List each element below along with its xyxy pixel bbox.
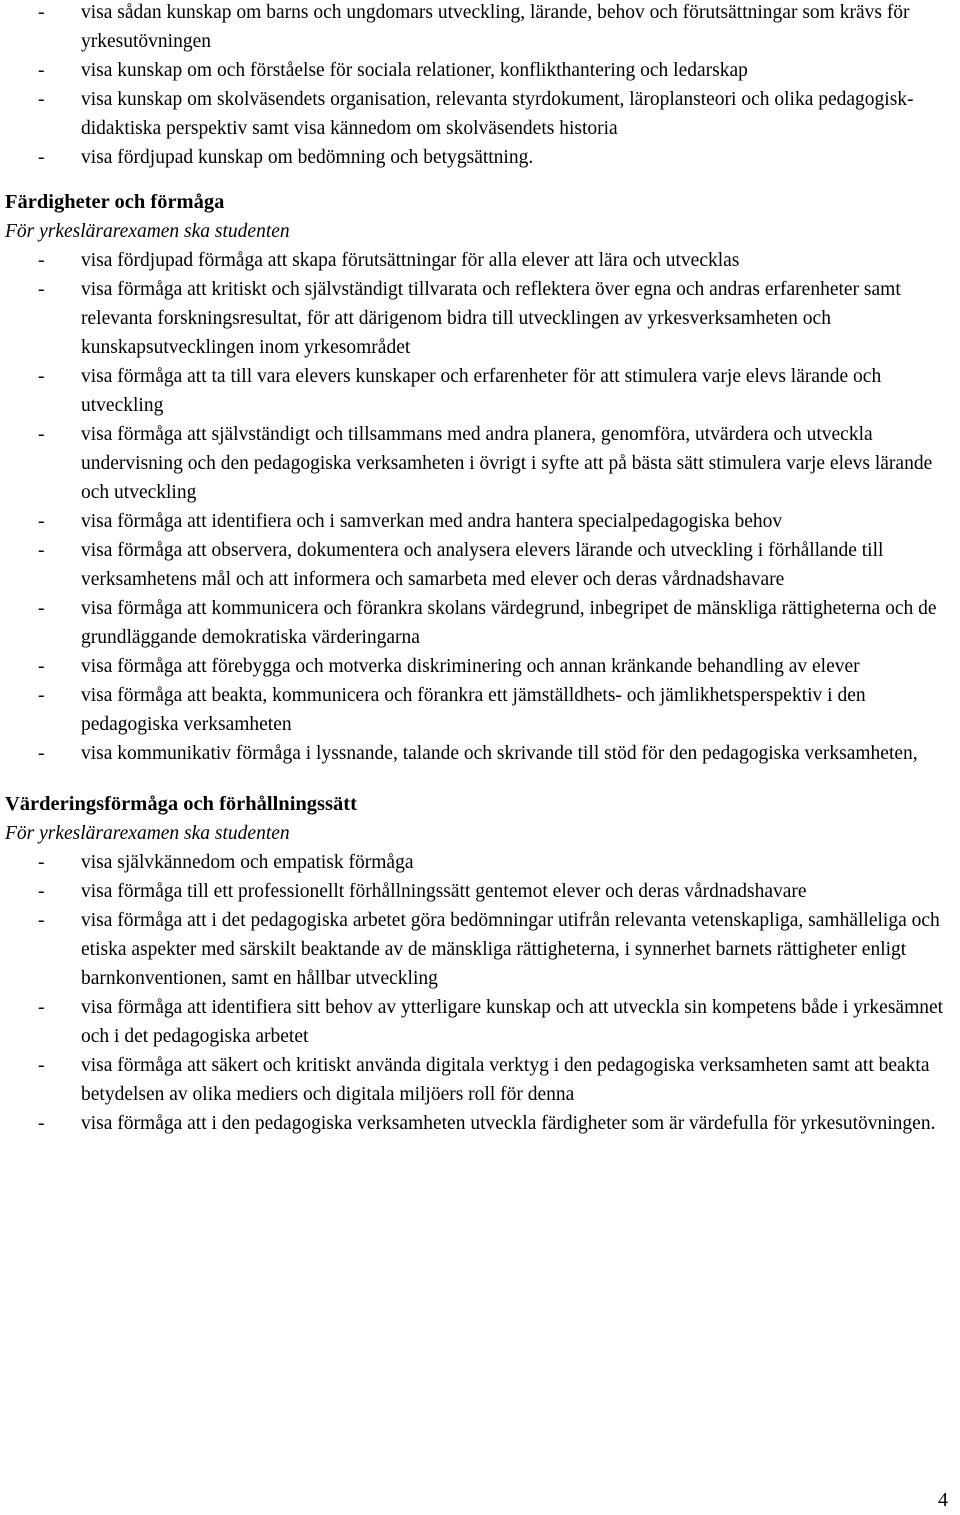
list-item-text: visa förmåga att i det pedagogiska arbetet göra bedömningar utifrån relevanta vetenskapliga, samhälleliga och etiska aspekter med särskilt beaktande av de mänskliga rättigheterna, i synnerhet barnets rättigheter enligt barnkonventionen, samt en hållbar utveckling xyxy=(81,910,940,989)
section-skills xyxy=(5,188,955,768)
list-item xyxy=(5,420,955,507)
dash-bullet: - xyxy=(38,910,45,931)
list-item-text: visa förmåga att identifiera och i samverkan med andra hantera specialpedagogiska behov xyxy=(81,511,783,532)
list-item xyxy=(5,1051,955,1109)
list-item xyxy=(5,594,955,652)
list-item-text: visa förmåga att kommunicera och förankra skolans värdegrund, inbegripet de mänskliga rättigheterna och de grundläggande demokratiska värderingarna xyxy=(81,598,937,648)
list-item-text: visa fördjupad förmåga att skapa förutsättningar för alla elever att lära och utvecklas xyxy=(81,250,740,271)
list-item xyxy=(5,877,955,906)
list-item-text: visa förmåga att i den pedagogiska verksamheten utveckla färdigheter som är värdefulla för yrkesutövningen. xyxy=(81,1113,936,1134)
list-item-text: visa förmåga till ett professionellt förhållningssätt gentemot elever och deras vårdnadshavare xyxy=(81,881,807,902)
list-item xyxy=(5,362,955,420)
section-heading: Värderingsförmåga och förhållningssätt xyxy=(5,793,357,815)
list-item-text: visa förmåga att ta till vara elevers kunskaper och erfarenheter för att stimulera varje elevs lärande och utveckling xyxy=(81,366,882,416)
intro-list xyxy=(5,0,955,172)
dash-bullet: - xyxy=(38,250,45,271)
dash-bullet: - xyxy=(38,997,45,1018)
list-item xyxy=(5,652,955,681)
section-subheading: För yrkeslärarexamen ska studenten xyxy=(5,221,290,242)
dash-bullet: - xyxy=(38,1055,45,1076)
dash-bullet: - xyxy=(38,685,45,706)
document-body xyxy=(5,0,955,1138)
list-item xyxy=(5,507,955,536)
list-item-text: visa förmåga att säkert och kritiskt använda digitala verktyg i den pedagogiska verksamheten samt att beakta betydelsen av olika mediers och digitala miljöers roll för denna xyxy=(81,1055,930,1105)
list-item-text: visa förmåga att självständigt och tillsammans med andra planera, genomföra, utvärdera och utveckla undervisning och den pedagogiska verksamheten i övrigt i syfte att på bästa sätt stimulera varje elevs lärande och utveckling xyxy=(81,424,933,503)
list-item xyxy=(5,993,955,1051)
dash-bullet: - xyxy=(38,424,45,445)
section-subheading: För yrkeslärarexamen ska studenten xyxy=(5,823,290,844)
list-item xyxy=(5,1109,955,1138)
dash-bullet: - xyxy=(38,852,45,873)
list-item-text: visa fördjupad kunskap om bedömning och betygsättning. xyxy=(81,147,534,168)
page-number: 4 xyxy=(938,1489,948,1511)
list-item-text: visa kommunikativ förmåga i lyssnande, talande och skrivande till stöd för den pedagogiska verksamheten, xyxy=(81,743,918,764)
list-item-text: visa kunskap om och förståelse för sociala relationer, konflikthantering och ledarskap xyxy=(81,60,748,81)
dash-bullet: - xyxy=(38,881,45,902)
dash-bullet: - xyxy=(38,279,45,300)
section-values xyxy=(5,790,955,1138)
dash-bullet: - xyxy=(38,147,45,168)
values-list xyxy=(5,848,955,1138)
list-item xyxy=(5,85,955,143)
dash-bullet: - xyxy=(38,656,45,677)
list-item xyxy=(5,275,955,362)
list-item xyxy=(5,0,955,56)
list-item-text: visa förmåga att observera, dokumentera och analysera elevers lärande och utveckling i förhållande till verksamhetens mål och att informera och samarbeta med elever och deras vårdnadshavare xyxy=(81,540,884,590)
section-heading: Färdigheter och förmåga xyxy=(5,191,225,213)
list-item-text: visa självkännedom och empatisk förmåga xyxy=(81,852,414,873)
skills-list xyxy=(5,246,955,768)
dash-bullet: - xyxy=(38,511,45,532)
list-item-text: visa förmåga att kritiskt och självständigt tillvarata och reflektera över egna och andras erfarenheter samt relevanta forskningsresultat, för att därigenom bidra till utvecklingen av yrkesverksamheten och kunskapsutvecklingen inom yrkesområdet xyxy=(81,279,901,358)
list-item xyxy=(5,536,955,594)
dash-bullet: - xyxy=(38,598,45,619)
list-item xyxy=(5,739,955,768)
dash-bullet: - xyxy=(38,1113,45,1134)
list-item xyxy=(5,681,955,739)
list-item-text: visa förmåga att identifiera sitt behov av ytterligare kunskap och att utveckla sin kompetens både i yrkesämnet och i det pedagogiska arbetet xyxy=(81,997,944,1047)
dash-bullet: - xyxy=(38,366,45,387)
dash-bullet: - xyxy=(38,89,45,110)
list-item-text: visa sådan kunskap om barns och ungdomars utveckling, lärande, behov och förutsättningar som krävs för yrkesutövningen xyxy=(81,2,910,52)
list-item-text: visa förmåga att förebygga och motverka diskriminering och annan kränkande behandling av elever xyxy=(81,656,860,677)
list-item xyxy=(5,848,955,877)
list-item-text: visa förmåga att beakta, kommunicera och förankra ett jämställdhets- och jämlikhetsperspektiv i den pedagogiska verksamheten xyxy=(81,685,866,735)
dash-bullet: - xyxy=(38,540,45,561)
list-item xyxy=(5,246,955,275)
list-item xyxy=(5,906,955,993)
list-item xyxy=(5,56,955,85)
list-item-text: visa kunskap om skolväsendets organisation, relevanta styrdokument, läroplansteori och olika pedagogisk-didaktiska perspektiv samt visa kännedom om skolväsendets historia xyxy=(81,89,914,139)
dash-bullet: - xyxy=(38,743,45,764)
dash-bullet: - xyxy=(38,60,45,81)
dash-bullet: - xyxy=(38,2,45,23)
list-item xyxy=(5,143,955,172)
